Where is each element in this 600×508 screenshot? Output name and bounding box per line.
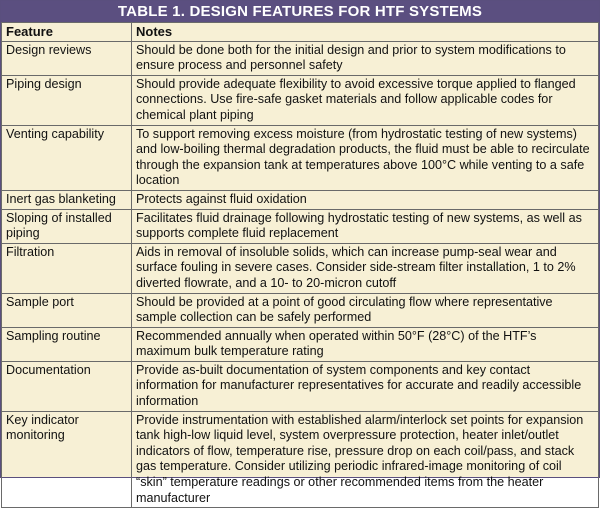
table-row [2,243,599,293]
table-header-row [2,23,599,42]
notes-cell: Facilitates fluid drainage following hydrostatic testing of new systems, as well as supports complete fluid replacement [132,209,599,243]
notes-cell: Should provide adequate flexibility to avoid excessive torque applied to flanged connections. Use fire-safe gasket materials and follow applicable codes for chemical plant piping [132,75,599,125]
table-row [2,411,599,508]
notes-cell: To support removing excess moisture (from hydrostatic testing of new systems) and low-boiling thermal degradation products, the fluid must be able to recirculate through the expansion tank at temperatures above 100°C while venting to a safe location [132,125,599,190]
table-title: TABLE 1. DESIGN FEATURES FOR HTF SYSTEMS [1,1,599,22]
notes-cell: Provide as-built documentation of system components and key contact information for manufacturer representatives for accurate and readily accessible information [132,361,599,411]
header-notes: Notes [132,23,599,42]
table-row [2,361,599,411]
design-features-table [1,22,599,508]
notes-cell: Provide instrumentation with established alarm/interlock set points for expansion tank high-low liquid level, system overpressure protection, heater inlet/outlet indicators of flow, temperature rise, pressure drop on each coil/pass, and stack gas temperature. Consider utilizing periodic infrared-image monitoring of coil “skin” temperature readings or other recommended items from the heater manufacturer [132,411,599,508]
table-row [2,209,599,243]
notes-cell: Should be done both for the initial design and prior to system modifications to ensure process and personnel safety [132,41,599,75]
feature-cell: Sampling routine [2,327,132,361]
table-row [2,41,599,75]
feature-cell: Sloping of installed piping [2,209,132,243]
feature-cell: Design reviews [2,41,132,75]
feature-cell: Venting capability [2,125,132,190]
table-row [2,293,599,327]
feature-cell: Documentation [2,361,132,411]
table-row [2,75,599,125]
notes-cell: Should be provided at a point of good circulating flow where representative sample collection can be safely performed [132,293,599,327]
notes-cell: Protects against fluid oxidation [132,190,599,209]
table-row [2,190,599,209]
header-feature: Feature [2,23,132,42]
feature-cell: Key indicator monitoring [2,411,132,508]
notes-cell: Recommended annually when operated within 50°F (28°C) of the HTF’s maximum bulk temperature rating [132,327,599,361]
feature-cell: Filtration [2,243,132,293]
table-row [2,327,599,361]
notes-cell: Aids in removal of insoluble solids, which can increase pump-seal wear and surface fouling in severe cases. Consider side-stream filter installation, 1 to 2% diverted flowrate, and a 10- to 20-micron cutoff [132,243,599,293]
feature-cell: Sample port [2,293,132,327]
feature-cell: Inert gas blanketing [2,190,132,209]
table-row [2,125,599,190]
feature-cell: Piping design [2,75,132,125]
